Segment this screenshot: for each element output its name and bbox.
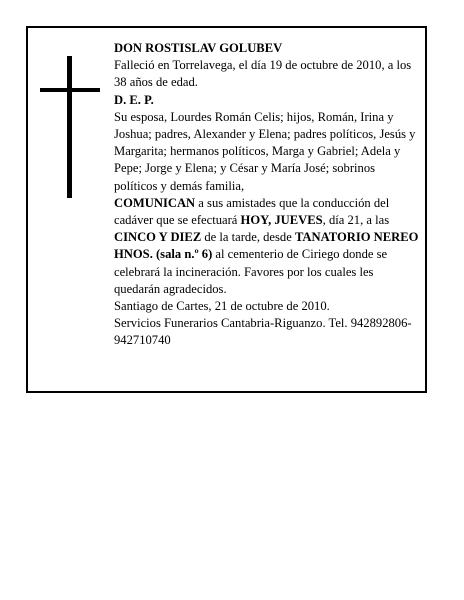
notice-text [114,40,420,350]
announcement-paragraph [114,195,420,298]
venue-text: TANATORIO NEREO HNOS. (sala n.º 6) [114,230,419,262]
cross-vertical-bar [67,56,72,198]
death-line: Falleció en Torrelavega, el día 19 de octubre de 2010, a los 38 años de edad. [114,58,412,90]
place-date: Santiago de Cartes, 21 de octubre de 2010. [114,299,330,314]
announcement-part-1: a sus amistades que la conducción del cadáver que se efectuará [114,195,390,228]
announcement-part-2: , día 21, a las [322,213,390,228]
dep-line: D. E. P. [114,92,154,107]
day-text: HOY, JUEVES [240,213,323,228]
comunican-text: COMUNICAN [114,195,196,210]
cross-icon [40,56,100,198]
funeral-services: Servicios Funerarios Cantabria-Riguanzo. Tel. 942892806-942710740 [114,316,412,348]
time-text: CINCO Y DIEZ [114,230,202,245]
announcement-part-4: al cementerio de Ciriego donde se celebrará la incineración. Favores por los cuales les quedarán agradecidos. [114,247,388,296]
family-text: Su esposa, Lourdes Román Celis; hijos, Román, Irina y Joshua; padres, Alexander y Elena; padres políticos, Jesús y Margarita; hermanos políticos, Marga y Gabriel; Adela y Pepe; Jorge y Elena; y César y María José; sobrinos políticos y demás familia, [114,109,416,193]
deceased-name: DON ROSTISLAV GOLUBEV [114,41,283,55]
announcement-part-3: de la tarde, desde [201,230,295,245]
obituary-notice [26,26,427,393]
cross-horizontal-bar [40,88,100,92]
